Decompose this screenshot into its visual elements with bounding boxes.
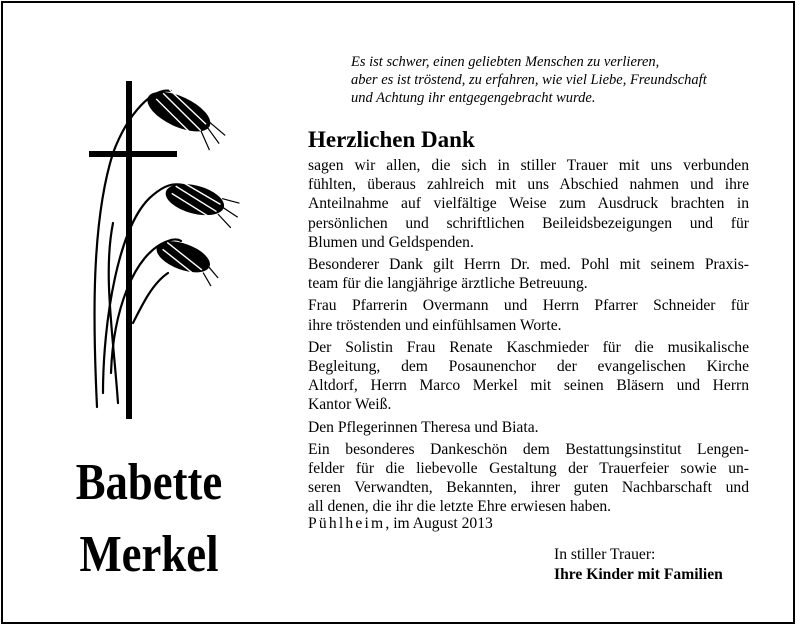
signature-block	[554, 545, 723, 585]
place-and-date	[308, 514, 493, 533]
text-line: Den Pflegerinnen Theresa und Biata.	[308, 418, 539, 436]
text-line: Anteilnahme auf vielfältige Weise zum Ausdruck brachten in	[308, 195, 749, 213]
motto-line: Es ist schwer, einen geliebten Menschen zu verlieren,	[351, 54, 660, 70]
text-line: fühlten, überaus zahlreich mit uns Abschied nahmen und ihre	[308, 176, 749, 194]
obituary-frame	[1, 1, 795, 624]
motto-line: und Achtung ihr entgegengebracht wurde.	[351, 90, 596, 106]
text-line: Altdorf, Herrn Marco Merkel mit seinen Bläsern und Herrn	[308, 377, 749, 395]
text-line: persönlichen und schriftlichen Beileidsbezeigungen und für	[308, 214, 749, 232]
text-line: sagen wir allen, die sich in stiller Trauer mit uns verbunden	[308, 157, 749, 174]
text-line: ihre tröstenden und einfühlsamen Worte.	[308, 316, 562, 334]
cross-with-grain-ears-icon	[73, 73, 273, 423]
text-line: Blumen und Geldspenden.	[308, 233, 474, 251]
paragraph	[308, 296, 749, 334]
paragraph	[308, 338, 749, 415]
text-line: all denen, die ihr die letzte Ehre erwiesen haben.	[308, 498, 612, 516]
text-line: felder für die liebevolle Gestaltung der Trauerfeier sowie un-	[308, 460, 749, 478]
paragraph	[308, 418, 749, 437]
text-line: seren Verwandten, Bekannten, ihrer guten Nachbarschaft und	[308, 479, 749, 497]
text-line: Frau Pfarrerin Overmann und Herrn Pfarrer Schneider für	[308, 297, 749, 315]
place-name: Pühlheim	[308, 515, 386, 532]
text-line: Der Solistin Frau Renate Kaschmieder für die musikalische	[308, 338, 749, 356]
paragraph	[308, 156, 749, 252]
text-line: Kantor Weiß.	[308, 396, 392, 414]
deceased-first-name: Babette	[75, 454, 223, 511]
thanks-body	[308, 156, 749, 520]
date-text: , im August 2013	[385, 515, 493, 532]
text-line: team für die langjährige ärztliche Betreuung.	[308, 275, 588, 293]
text-line: Ein besonderes Dankeschön dem Bestattungsinstitut Lengen-	[308, 440, 749, 458]
thanks-heading: Herzlichen Dank	[308, 127, 475, 152]
signature-names: Ihre Kinder mit Familien	[554, 566, 723, 583]
motto-quote	[351, 53, 771, 107]
text-line: Besonderer Dank gilt Herrn Dr. med. Pohl mit seinem Praxis-	[308, 256, 749, 274]
motto-line: aber es ist tröstend, zu erfahren, wie viel Liebe, Freundschaft	[351, 72, 707, 88]
text-line: Begleitung, dem Posaunenchor der evangelischen Kirche	[308, 358, 749, 376]
paragraph	[308, 440, 749, 517]
deceased-last-name: Merkel	[79, 526, 219, 583]
signature-intro: In stiller Trauer:	[554, 546, 656, 563]
paragraph	[308, 255, 749, 293]
